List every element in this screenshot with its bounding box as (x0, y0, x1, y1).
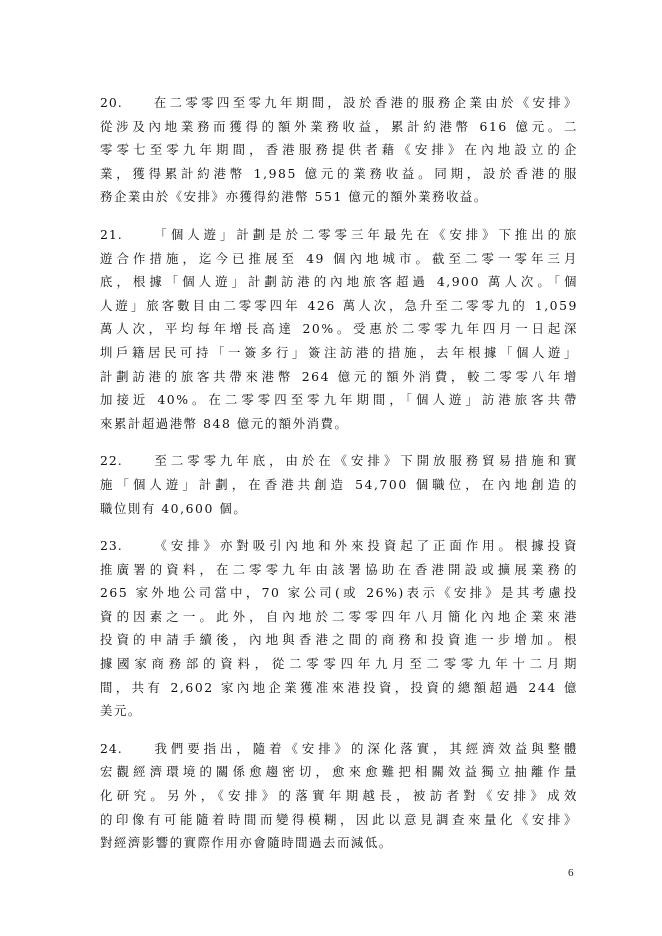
paragraph-line: 據國家商務部的資料，從二零零四年九月至二零零九年十二月期 (100, 656, 578, 672)
paragraph-line: 加接近 40%。在二零零四至零九年期間，「個人遊」訪港旅客共帶 (100, 392, 578, 408)
paragraph-line: 底，根據「個人遊」計劃訪港的內地旅客超過 4,900 萬人次。「個 (100, 274, 578, 290)
paragraph-line: 投資的申請手續後，內地與香港之間的商務和投資進一步增加。根 (100, 632, 578, 648)
paragraph-number: 24. (100, 740, 123, 756)
paragraph-line: 零零七至零九年期間，香港服務提供者藉《安排》在內地設立的企 (100, 142, 578, 158)
paragraph-line: 來累計超過港幣 848 億元的額外消費。 (100, 415, 349, 431)
paragraph-line: 美元。 (100, 703, 142, 719)
paragraph-22 (100, 449, 578, 520)
paragraph-line: 間，共有 2,602 家內地企業獲准來港投資，投資的總額超過 244 億 (100, 679, 578, 695)
line-text: 《安排》亦對吸引內地和外來投資起了正面作用。根據投資 (152, 538, 578, 554)
line-text: 至二零零九年底，由於在《安排》下開放服務貿易措施和實 (152, 453, 578, 469)
paragraph-line: 推廣署的資料，在二零零九年由該署協助在香港開設或擴展業務的 (100, 561, 578, 577)
line-text: 「個人遊」計劃是於二零零三年最先在《安排》下推出的旅 (152, 226, 578, 242)
document-body (100, 91, 578, 869)
paragraph-line (100, 91, 578, 115)
paragraph-20 (100, 91, 578, 209)
paragraph-line: 265 家外地公司當中，70 家公司(或 26%)表示《安排》是其考慮投 (100, 585, 578, 601)
paragraph-number: 20. (100, 95, 123, 110)
paragraph-line (100, 534, 578, 558)
paragraph-line: 宏觀經濟環境的關係愈趨密切，愈來愈難把相關效益獨立抽離作量 (100, 764, 578, 780)
line-text: 我們要指出，隨着《安排》的深化落實，其經濟效益與整體 (152, 740, 578, 756)
paragraph-line: 圳戶籍居民可持「一簽多行」簽注訪港的措施，去年根據「個人遊」 (100, 344, 578, 360)
paragraph-line: 業，獲得累計約港幣 1,985 億元的業務收益。同期，設於香港的服 (100, 165, 578, 181)
paragraph-24 (100, 737, 578, 855)
paragraph-line (100, 223, 578, 247)
paragraph-line: 務企業由於《安排》亦獲得約港幣 551 億元的額外業務收益。 (100, 189, 488, 205)
paragraph-line: 從涉及內地業務而獲得的額外業務收益，累計約港幣 616 億元。二 (100, 118, 578, 134)
paragraph-number: 21. (100, 226, 123, 242)
paragraph-line (100, 737, 578, 761)
paragraph-23 (100, 534, 578, 723)
paragraph-number: 22. (100, 453, 123, 469)
paragraph-number: 23. (100, 538, 123, 554)
paragraph-line: 職位則有 40,600 個。 (100, 500, 248, 516)
line-text: 在二零零四至零九年期間，設於香港的服務企業由於《安排》 (152, 95, 578, 110)
paragraph-line: 對經濟影響的實際作用亦會隨時間過去而減低。 (100, 835, 393, 851)
paragraph-line: 化研究。另外，《安排》的落實年期越長，被訪者對《安排》成效 (100, 788, 578, 804)
paragraph-line: 遊合作措施，迄今已推展至 49 個內地城市。截至二零一零年三月 (100, 250, 578, 266)
paragraph-21 (100, 223, 578, 435)
paragraph-line (100, 449, 578, 473)
paragraph-line: 計劃訪港的旅客共帶來港幣 264 億元的額外消費，較二零零八年增 (100, 368, 578, 384)
paragraph-line: 萬人次，平均每年增長高達 20%。受惠於二零零九年四月一日起深 (100, 321, 578, 337)
paragraph-line: 資的因素之一。此外，自內地於二零零四年八月簡化內地企業來港 (100, 608, 578, 624)
paragraph-line: 的印像有可能隨着時間而變得模糊，因此以意見調查來量化《安排》 (100, 811, 578, 827)
paragraph-line: 施「個人遊」計劃，在香港共創造 54,700 個職位，在內地創造的 (100, 476, 578, 492)
page-number: 6 (568, 867, 574, 879)
paragraph-line: 人遊」旅客數目由二零零四年 426 萬人次，急升至二零零九的 1,059 (100, 297, 578, 313)
